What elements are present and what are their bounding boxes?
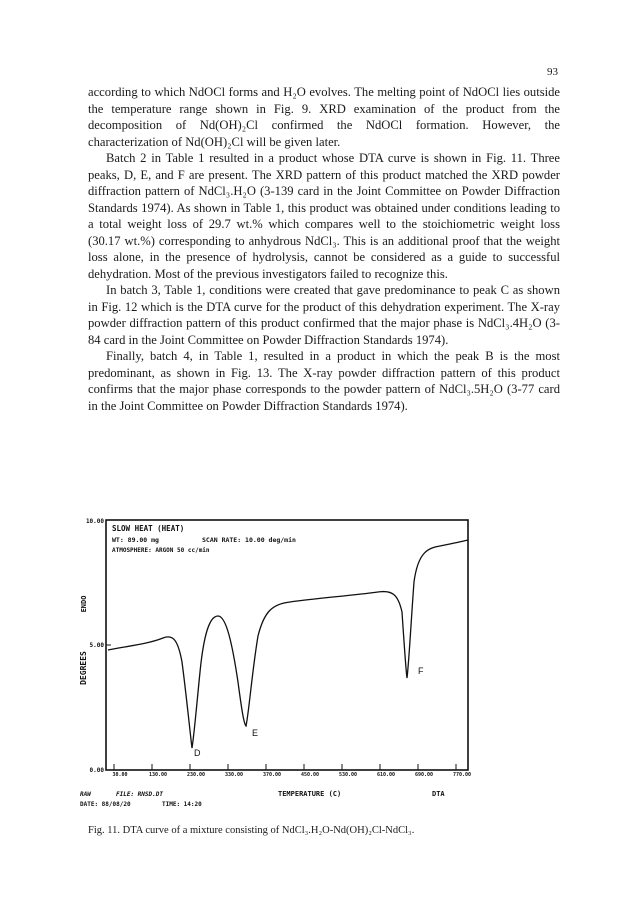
x-tick-label: 330.00 [224, 772, 244, 778]
peak-label-e: E [252, 728, 259, 738]
x-tick-label: 130.00 [148, 772, 168, 778]
dta-plot [68, 512, 472, 812]
footer-time: TIME: 14:20 [162, 801, 202, 808]
x-tick-label: 450.00 [300, 772, 320, 778]
peak-label-d: D [194, 748, 201, 758]
dta-figure [68, 512, 472, 812]
chart-header-scan-rate: SCAN RATE: 10.00 deg/min [202, 536, 296, 544]
x-tick-label: 690.00 [414, 772, 434, 778]
x-tick-label: 230.00 [186, 772, 206, 778]
footer-file: FILE: RNSD.DT [116, 791, 163, 798]
x-tick-label: 530.00 [338, 772, 358, 778]
chart-header-wt: WT: 89.00 mg [112, 536, 159, 544]
x-tick-label: 770.00 [452, 772, 472, 778]
footer-dta: DTA [432, 790, 445, 798]
footer-date: DATE: 88/08/20 [80, 801, 131, 808]
chart-header-atmosphere: ATMOSPHERE: ARGON 50 cc/min [112, 547, 210, 554]
paragraph: Batch 2 in Table 1 resulted in a product whose DTA curve is shown in Fig. 11. Three peaks, D, E, and F are present. The XRD pattern of this product matched the XRD powder diffraction pattern of NdCl₃.H₂O (3-139 card in the Joint Committee on Powder Diffraction Standards 1974). As shown in Table 1, this product was obtained under conditions leading to a total weight loss of 29.7 wt.% which compares well to the stoichiometric weight loss (30.17 wt.%) corresponding to anhydrous NdCl₃. This is an additional proof that the weight loss alone, in the presence of hydrolysis, cannot be considered as a guide to successful dehydration. Most of the previous investigators failed to recognize this. [88, 151, 560, 281]
y-axis-endo-label: ENDO [80, 595, 88, 613]
figure-caption: Fig. 11. DTA curve of a mixture consisting of NdCl₃.H₂O-Nd(OH)₂Cl-NdCl₃. [88, 825, 415, 836]
body-text [88, 84, 560, 414]
y-axis-label: DEGREES [79, 651, 88, 685]
paragraph: Finally, batch 4, in Table 1, resulted in a product in which the peak B is the most predominant, as shown in Fig. 13. The X-ray powder diffraction pattern of this product confirms that the major phase corresponds to the powder pattern of NdCl₃.5H₂O (3-77 card in the Joint Committee on Powder Diffraction Standards 1974). [88, 349, 560, 413]
x-tick-label: 610.00 [376, 772, 396, 778]
paragraph: according to which NdOCl forms and H₂O evolves. The melting point of NdOCl lies outside the temperature range shown in Fig. 9. XRD examination of the product from the decomposition of Nd(OH)₂Cl confirmed the NdOCl formation. However, the characterization of Nd(OH)₂Cl will be given later. [88, 85, 560, 149]
footer-raw: RAW [80, 791, 91, 798]
paragraph: In batch 3, Table 1, conditions were created that gave predominance to peak C as shown in Fig. 12 which is the DTA curve for the product of this dehydration experiment. The X-ray powder diffraction pattern of this product confirmed that the major phase is NdCl₃.4H₂O (3-84 card in the Joint Committee on Powder Diffraction Standards 1974). [88, 283, 560, 347]
plot-frame [106, 520, 468, 770]
y-tick-label: 5.00 [89, 642, 104, 649]
y-tick-label: 0.00 [89, 767, 104, 774]
peak-label-f: F [418, 666, 424, 676]
dta-curve [108, 540, 468, 748]
x-axis-label: TEMPERATURE (C) [278, 790, 342, 798]
x-tick-label: 370.00 [262, 772, 282, 778]
page-number: 93 [547, 66, 558, 78]
x-tick-label: 30.00 [112, 772, 128, 778]
chart-header-title: SLOW HEAT (HEAT) [112, 524, 185, 533]
y-tick-label: 10.00 [85, 518, 104, 525]
